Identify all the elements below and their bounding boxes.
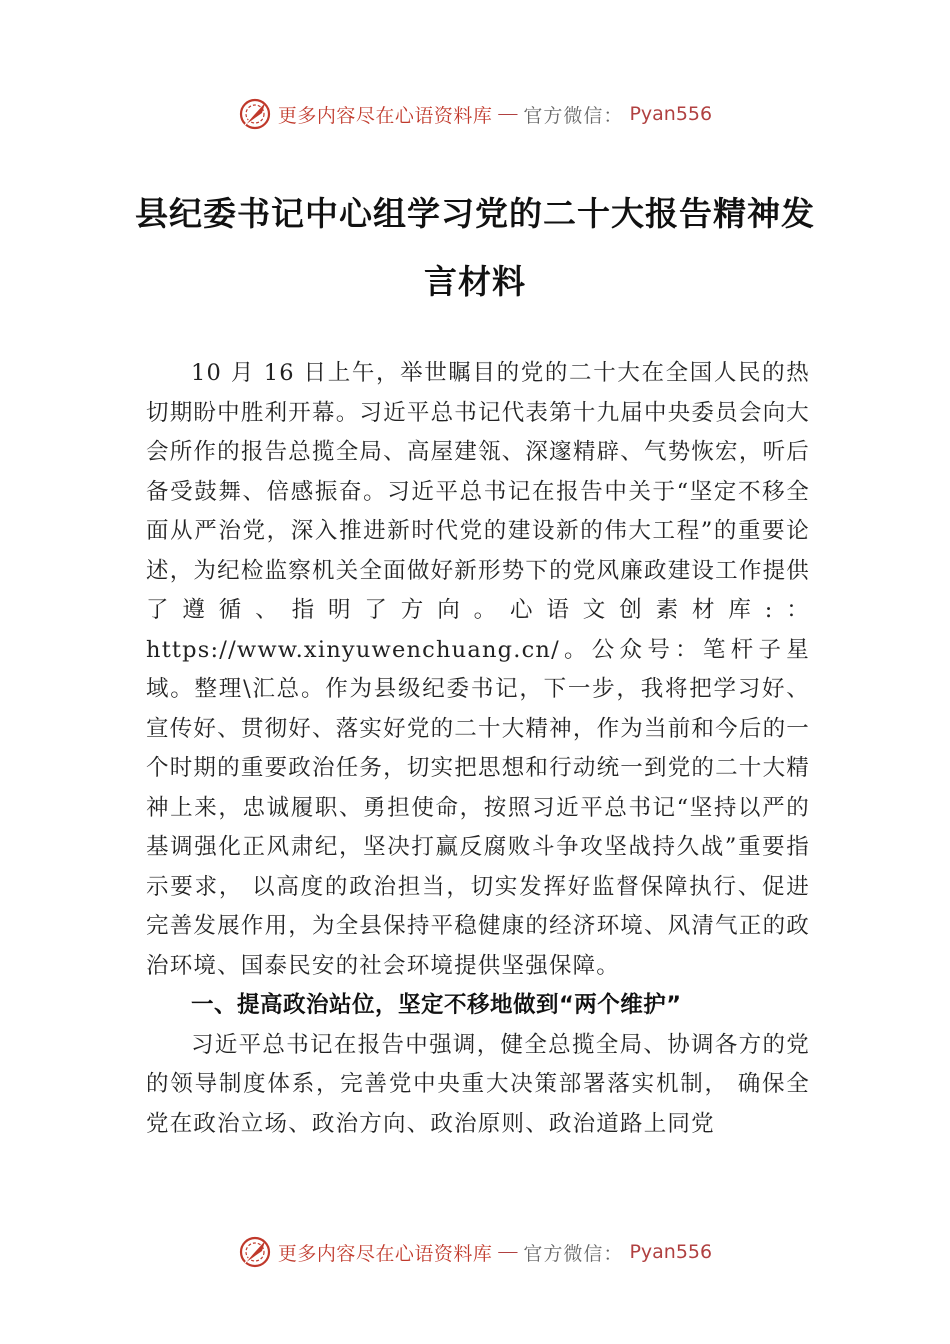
footer-banner (0, 1232, 950, 1272)
banner-separator: — (498, 103, 518, 124)
brand-text: 更多内容尽在心语资料库 (277, 104, 493, 127)
quill-pen-logo-icon (238, 97, 272, 131)
brand-text: 更多内容尽在心语资料库 (277, 1242, 493, 1265)
document-title: 县纪委书记中心组学习党的二十大报告精神发言材料 (135, 194, 815, 301)
wechat-id: Pyan556 (629, 103, 713, 125)
header-banner (0, 94, 950, 134)
banner-separator: — (498, 1241, 518, 1262)
wechat-label: 官方微信： (523, 1242, 624, 1265)
wechat-label: 官方微信： (523, 104, 624, 127)
wechat-id: Pyan556 (629, 1241, 713, 1263)
document-body (146, 354, 810, 1144)
section-heading-1: 一、提高政治站位，坚定不移地做到“两个维护” (191, 992, 682, 1018)
quill-pen-logo-icon (238, 1235, 272, 1269)
paragraph-1: 10 月 16 日上午，举世瞩目的党的二十大在全国人民的热切期盼中胜利开幕。习近平总书记代表第十九届中央委员会向大会所作的报告总揽全局、高屋建瓴、深邃精辟、气势恢宏，听后备受鼓舞、倍感振奋。习近平总书记在报告中关于“坚定不移全面从严治党，深入推进新时代党的建设新的伟大工程”的重要论述，为纪检监察机关全面做好新形势下的党风廉政建设工作提供了遵循、指明了方向。心语文创素材库:：https://www.xinyuwenchuang.cn/。公众号：笔杆子星域。整理\汇总。作为县级纪委书记，下一步，我将把学习好、宣传好、贯彻好、落实好党的二十大精神，作为当前和今后的一个时期的重要政治任务，切实把思想和行动统一到党的二十大精神上来，忠诚履职、勇担使命，按照习近平总书记“坚持以严的基调强化正风肃纪，坚决打赢反腐败斗争攻坚战持久战”重要指示要求， 以高度的政治担当，切实发挥好监督保障执行、促进完善发展作用，为全县保持平稳健康的经济环境、风清气正的政治环境、国泰民安的社会环境提供坚强保障。 (146, 360, 810, 979)
paragraph-2: 习近平总书记在报告中强调，健全总揽全局、协调各方的党的领导制度体系，完善党中央重大决策部署落实机制， 确保全党在政治立场、政治方向、政治原则、政治道路上同党 (146, 1031, 810, 1137)
